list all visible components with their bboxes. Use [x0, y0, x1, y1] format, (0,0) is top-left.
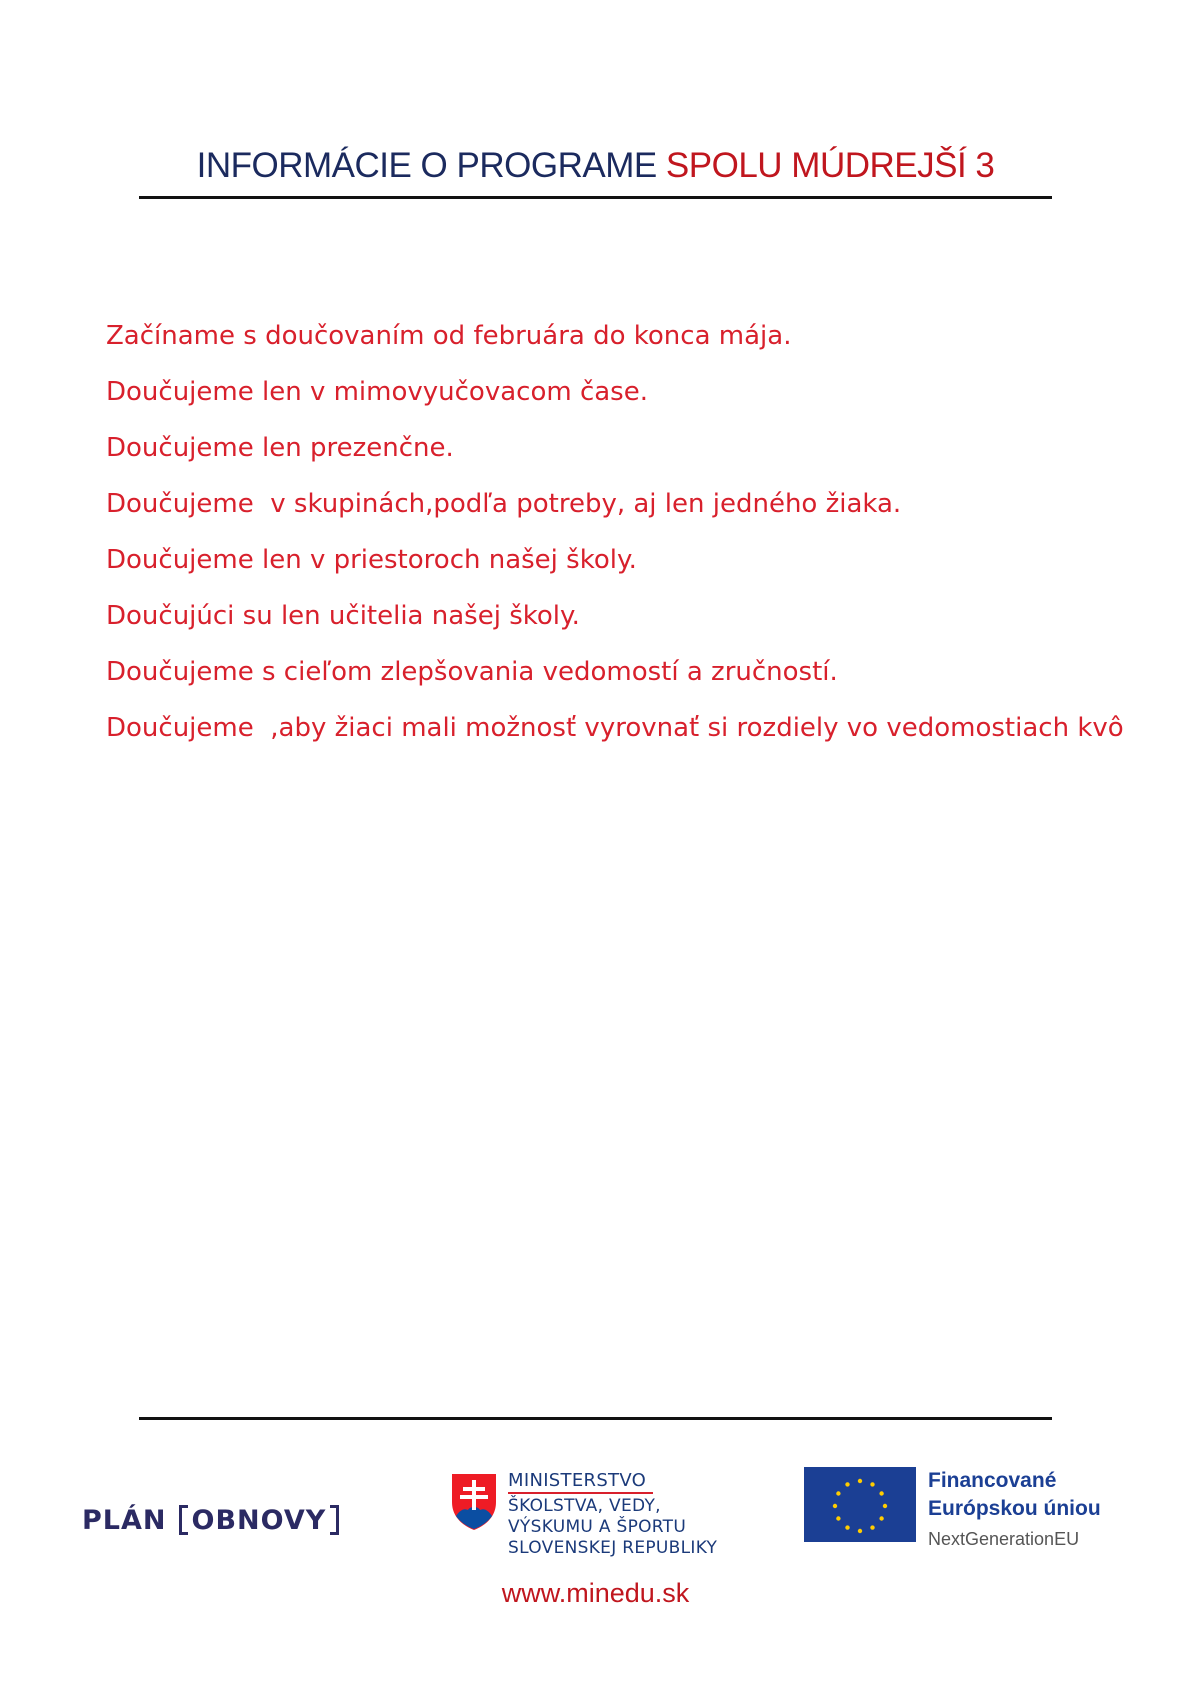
info-line: Začíname s doučovaním od februára do konca mája.: [106, 321, 792, 351]
ministry-name: [508, 1470, 717, 1559]
slovak-crest-icon: [450, 1472, 498, 1532]
page-title: [0, 142, 1191, 190]
eu-line-3: NextGenerationEU: [928, 1529, 1080, 1549]
plan-logo-word2: OBNOVY: [191, 1504, 327, 1536]
ministry-logo: [450, 1470, 750, 1570]
ministry-line-4: SLOVENSKEJ REPUBLIKY: [508, 1538, 718, 1558]
info-line: Doučujeme len v priestoroch našej školy.: [106, 545, 637, 575]
info-line: Doučujeme ,aby žiaci mali možnosť vyrovnať si rozdiely vo vedomostiach kvô: [106, 713, 1124, 743]
info-line: Doučujeme s cieľom zlepšovania vedomostí a zručností.: [106, 657, 838, 687]
bracket-left-icon: [179, 1505, 188, 1535]
eu-flag-icon: [804, 1467, 916, 1542]
page-title-part-a: INFORMÁCIE O PROGRAME: [196, 146, 666, 185]
eu-funding-text: [928, 1467, 1101, 1553]
info-line: Doučujúci su len učitelia našej školy.: [106, 601, 580, 631]
plan-logo-word1: PLÁN: [82, 1504, 167, 1536]
footer-divider: [139, 1417, 1052, 1420]
ministry-line-1: MINISTERSTVO: [508, 1470, 653, 1494]
plan-obnovy-logo: [82, 1500, 343, 1540]
eu-logo: [804, 1467, 1124, 1547]
eu-line-2: Európskou úniou: [928, 1497, 1101, 1520]
info-line: Doučujeme len prezenčne.: [106, 433, 454, 463]
header-divider: [139, 196, 1052, 199]
info-list: [106, 318, 1191, 766]
info-line: Doučujeme len v mimovyučovacom čase.: [106, 377, 648, 407]
page-title-part-b: SPOLU MÚDREJŠÍ 3: [665, 146, 995, 185]
website-link[interactable]: www.minedu.sk: [501, 1578, 690, 1608]
info-line: Doučujeme v skupinách,podľa potreby, aj len jedného žiaka.: [106, 489, 902, 519]
ministry-line-2: ŠKOLSTVA, VEDY,: [508, 1496, 661, 1516]
bracket-right-icon: [330, 1505, 339, 1535]
eu-line-1: Financované: [928, 1469, 1057, 1492]
ministry-line-3: VÝSKUMU A ŠPORTU: [508, 1517, 687, 1537]
